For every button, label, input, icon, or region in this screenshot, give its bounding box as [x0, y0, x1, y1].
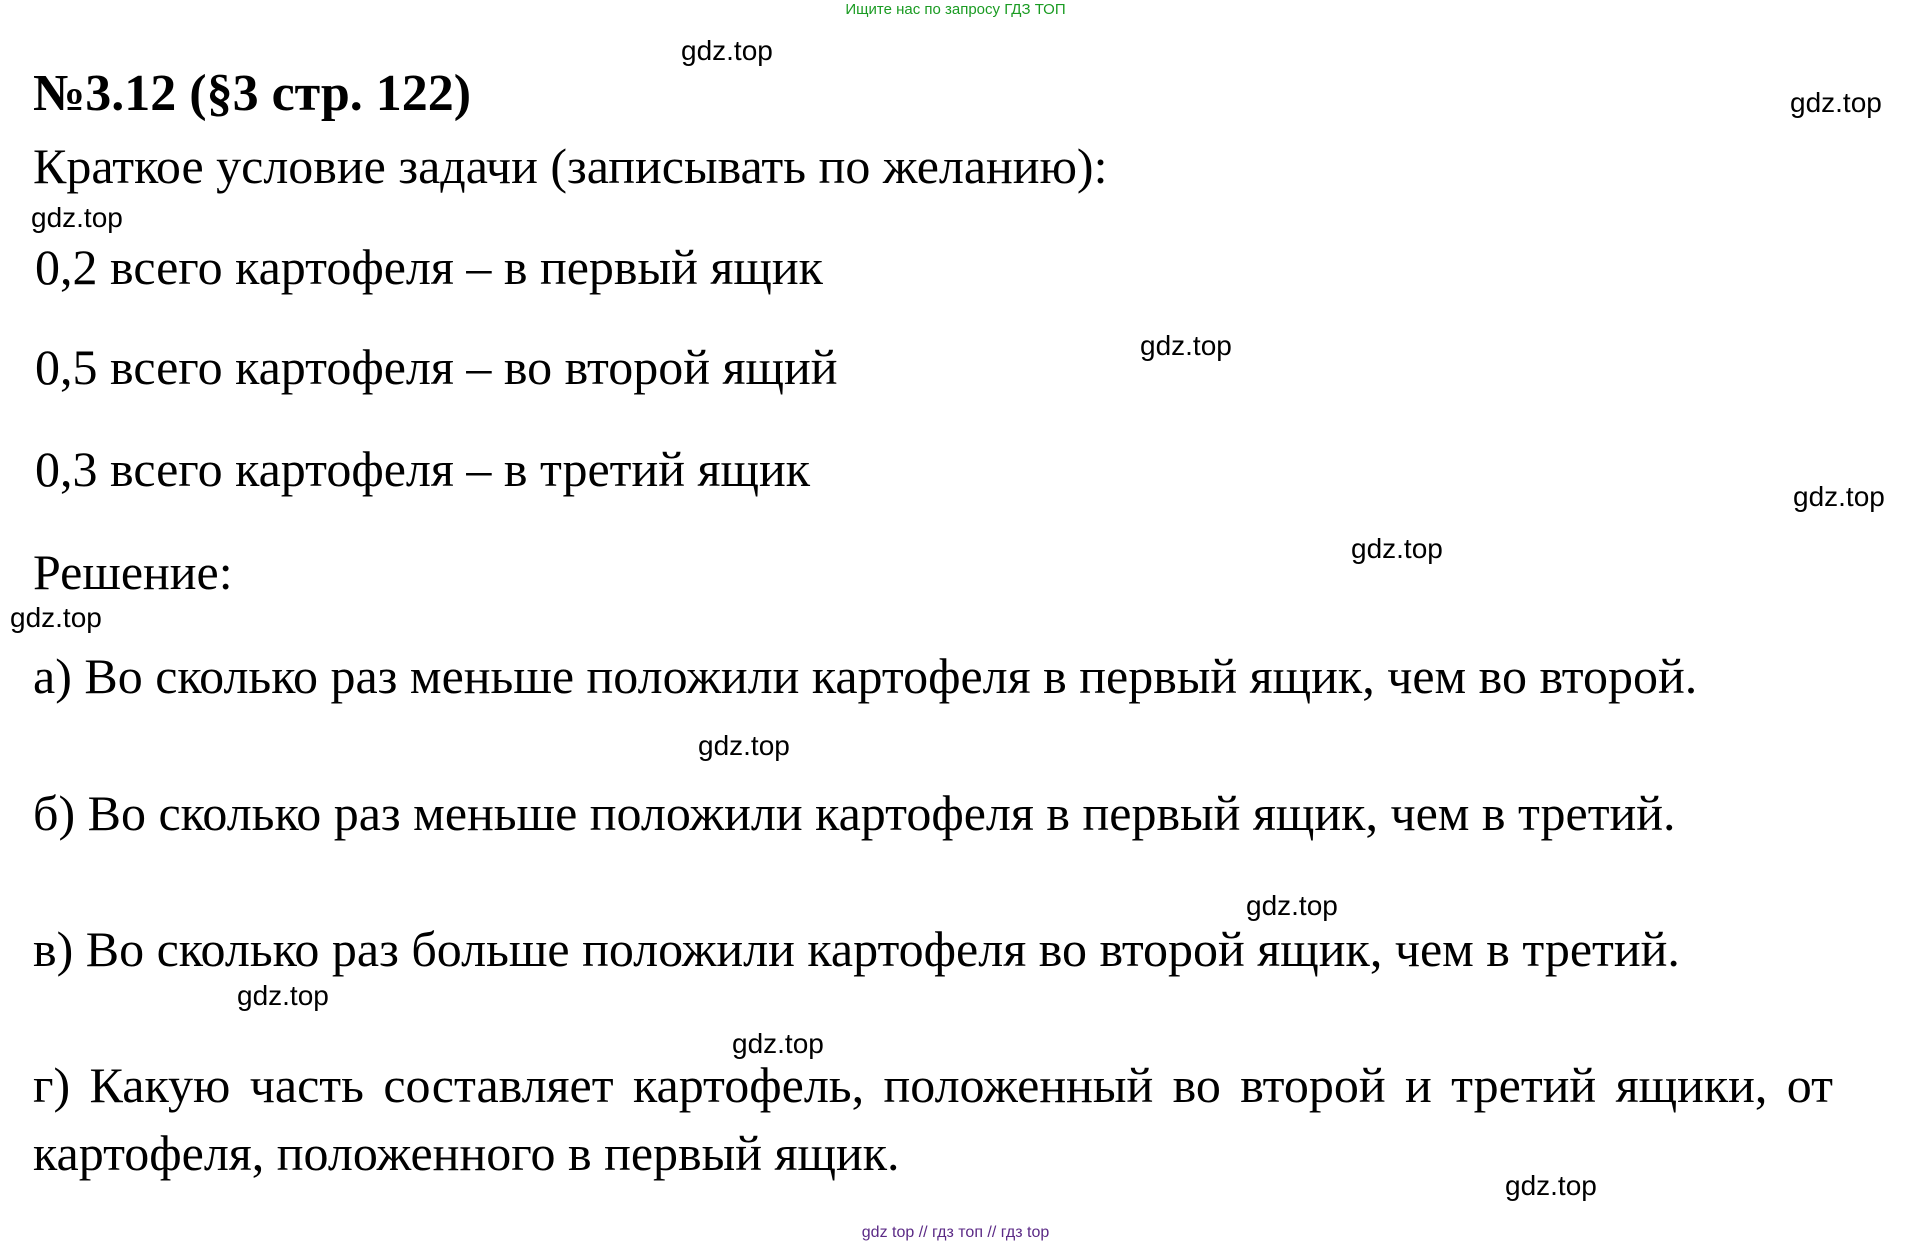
problem-title: №3.12 (§3 стр. 122) [33, 65, 472, 122]
watermark: gdz.top [1793, 481, 1885, 512]
watermark: gdz.top [1505, 1170, 1597, 1201]
given-line-3: 0,3 всего картофеля – в третий ящик [35, 441, 811, 497]
watermark: gdz.top [237, 980, 329, 1011]
question-a: а) Во сколько раз меньше положили картофеля в первый ящик, чем во второй. [33, 648, 1698, 704]
watermark: gdz.top [1140, 330, 1232, 361]
given-line-1: 0,2 всего картофеля – в первый ящик [35, 239, 823, 295]
watermark: gdz.top [681, 35, 773, 66]
question-b: б) Во сколько раз меньше положили картофеля в первый ящик, чем в третий. [33, 785, 1676, 841]
watermark: gdz.top [1246, 890, 1338, 921]
top-banner: Ищите нас по запросу ГДЗ ТОП [845, 1, 1066, 18]
watermark: gdz.top [732, 1028, 824, 1059]
question-d: г) Какую часть составляет картофель, положенный во второй и третий ящики, от картофеля, положенного в первый ящик. [33, 1057, 1833, 1181]
condition-header: Краткое условие задачи (записывать по желанию): [33, 138, 1108, 194]
question-c: в) Во сколько раз больше положили картофеля во второй ящик, чем в третий. [33, 921, 1680, 977]
watermark: gdz.top [698, 730, 790, 761]
footer-links: gdz top // гдз топ // гдз top [861, 1224, 1050, 1241]
given-line-2: 0,5 всего картофеля – во второй ящий [35, 339, 838, 395]
watermark: gdz.top [1351, 533, 1443, 564]
watermark: gdz.top [1790, 87, 1882, 118]
solution-header: Решение: [33, 544, 233, 600]
watermark: gdz.top [10, 602, 102, 633]
watermark: gdz.top [31, 202, 123, 233]
